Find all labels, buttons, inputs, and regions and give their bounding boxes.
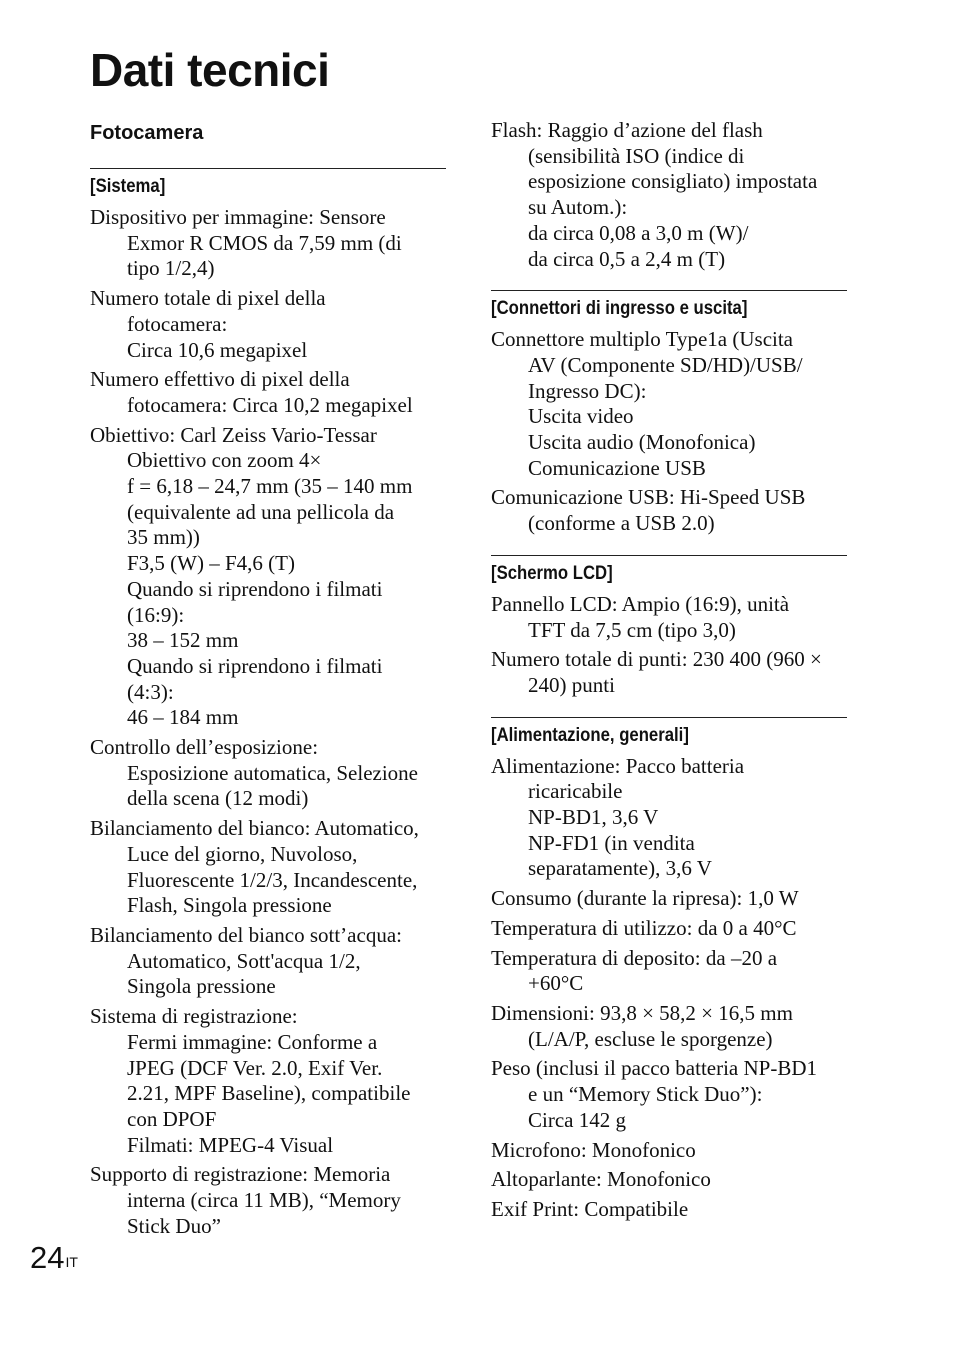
spec-entry bbox=[90, 1162, 446, 1239]
spec-entry-label: Controllo dell’esposizione: bbox=[90, 735, 319, 760]
section-divider bbox=[90, 168, 446, 169]
spec-entry bbox=[90, 1004, 446, 1158]
section-divider bbox=[491, 717, 847, 718]
spec-entry-value: (L/A/P, escluse le sporgenze) bbox=[528, 1026, 773, 1051]
spec-entry-value: NP-BD1, 3,6 V bbox=[528, 805, 659, 830]
spec-entry-label: Numero totale di pixel della bbox=[90, 286, 326, 311]
spec-entry bbox=[90, 423, 446, 731]
spec-entry-label: Peso (inclusi il pacco batteria NP-BD1 bbox=[491, 1056, 818, 1081]
spec-entry-label: Microfono: Monofonico bbox=[491, 1137, 696, 1162]
section-title: [Alimentazione, generali] bbox=[491, 724, 689, 746]
left-column bbox=[90, 118, 446, 1243]
spec-entry-label: Exif Print: Compatibile bbox=[491, 1196, 689, 1221]
spec-entry bbox=[90, 816, 446, 919]
spec-entry bbox=[90, 735, 446, 812]
spec-entry-label: Dispositivo per immagine: Sensore bbox=[90, 205, 386, 229]
spec-section bbox=[491, 118, 847, 272]
spec-entry-value: Comunicazione USB bbox=[528, 455, 706, 480]
spec-entry-label: Consumo (durante la ripresa): 1,0 W bbox=[491, 886, 799, 911]
spec-entry bbox=[491, 946, 847, 997]
spec-entry-value: (4:3): bbox=[127, 679, 174, 704]
spec-entry-value: Stick Duo” bbox=[127, 1213, 221, 1238]
spec-entry-value: Filmati: MPEG-4 Visual bbox=[127, 1132, 334, 1157]
right-column bbox=[491, 118, 847, 1227]
page-title: Dati tecnici bbox=[90, 44, 330, 96]
spec-entry-value: su Autom.): bbox=[528, 195, 628, 220]
spec-entry-label: Altoparlante: Monofonico bbox=[491, 1167, 711, 1192]
spec-entry-value: JPEG (DCF Ver. 2.0, Exif Ver. bbox=[127, 1055, 383, 1080]
spec-entry bbox=[491, 1138, 847, 1164]
spec-entry-label: Numero totale di punti: 230 400 (960 × bbox=[491, 647, 822, 672]
spec-entry-value: fotocamera: Circa 10,2 megapixel bbox=[127, 392, 413, 417]
spec-entry-value: fotocamera: bbox=[127, 311, 228, 336]
spec-entry bbox=[491, 485, 847, 536]
section-divider bbox=[491, 290, 847, 291]
section-divider bbox=[491, 555, 847, 556]
spec-entry-value: da circa 0,5 a 2,4 m (T) bbox=[528, 246, 726, 271]
spec-entry-value: f = 6,18 – 24,7 mm (35 – 140 mm bbox=[127, 474, 413, 499]
spec-entry-label: Alimentazione: Pacco batteria bbox=[491, 753, 745, 778]
section-title: [Sistema] bbox=[90, 176, 166, 197]
spec-entry-value: (conforme a USB 2.0) bbox=[528, 511, 715, 536]
page-number bbox=[30, 1238, 78, 1278]
spec-entry-value: Circa 10,6 megapixel bbox=[127, 337, 308, 362]
spec-entry-label: Dimensioni: 93,8 × 58,2 × 16,5 mm bbox=[491, 1000, 793, 1025]
spec-entry-label: Connettore multiplo Type1a (Uscita bbox=[491, 327, 793, 352]
spec-entry-label: Pannello LCD: Ampio (16:9), unità bbox=[491, 591, 790, 616]
spec-entry-value: ricaricabile bbox=[528, 779, 623, 804]
left-sections bbox=[90, 168, 446, 1239]
spec-entry bbox=[491, 1167, 847, 1193]
spec-entry-value: 35 mm)) bbox=[127, 525, 200, 550]
spec-entry-value: (16:9): bbox=[127, 602, 185, 627]
spec-entry-value: e un “Memory Stick Duo”): bbox=[528, 1082, 763, 1107]
spec-entry-value: Ingresso DC): bbox=[528, 378, 647, 403]
spec-section bbox=[491, 717, 847, 1223]
spec-entry-value: Uscita video bbox=[528, 404, 634, 429]
spec-entry-value: NP-FD1 (in vendita bbox=[528, 830, 695, 855]
spec-entry-value: Luce del giorno, Nuvoloso, bbox=[127, 841, 358, 866]
spec-section bbox=[491, 555, 847, 699]
spec-entry-value: Esposizione automatica, Selezione bbox=[127, 760, 418, 785]
spec-entry bbox=[90, 367, 446, 418]
spec-entry bbox=[491, 1197, 847, 1223]
spec-entry-value: F3,5 (W) – F4,6 (T) bbox=[127, 551, 295, 576]
spec-entry bbox=[90, 286, 446, 363]
spec-entry-value: esposizione consigliato) impostata bbox=[528, 169, 818, 194]
spec-entry-label: Supporto di registrazione: Memoria bbox=[90, 1162, 391, 1187]
spec-entry-value: Exmor R CMOS da 7,59 mm (di bbox=[127, 230, 402, 255]
spec-entry-value: Singola pressione bbox=[127, 974, 276, 999]
spec-entry-value: 38 – 152 mm bbox=[127, 628, 239, 653]
section-title: [Connettori di ingresso e uscita] bbox=[491, 298, 748, 320]
spec-entry-value: (sensibilità ISO (indice di bbox=[528, 143, 745, 168]
spec-entry bbox=[491, 118, 847, 272]
spec-entry-value: (equivalente ad una pellicola da bbox=[127, 499, 395, 524]
spec-entry bbox=[491, 886, 847, 912]
spec-entry-label: Temperatura di utilizzo: da 0 a 40°C bbox=[491, 915, 797, 940]
spec-entry-value: Circa 142 g bbox=[528, 1107, 626, 1132]
spec-entry bbox=[491, 647, 847, 698]
page-language: IT bbox=[65, 1254, 78, 1270]
subheading: Fotocamera bbox=[90, 122, 204, 144]
spec-entry-value: Quando si riprendono i filmati bbox=[127, 576, 383, 601]
spec-entry bbox=[491, 754, 847, 883]
spec-entry-value: Quando si riprendono i filmati bbox=[127, 653, 383, 678]
spec-entry bbox=[491, 1001, 847, 1052]
spec-entry-value: Flash, Singola pressione bbox=[127, 893, 332, 918]
spec-entry-value: da circa 0,08 a 3,0 m (W)/ bbox=[528, 220, 749, 245]
spec-entry-value: tipo 1/2,4) bbox=[127, 256, 215, 281]
spec-entry-value: 240) punti bbox=[528, 672, 615, 697]
spec-entry-value: TFT da 7,5 cm (tipo 3,0) bbox=[528, 617, 736, 642]
spec-entry-value: della scena (12 modi) bbox=[127, 786, 309, 811]
spec-entry-value: separatamente), 3,6 V bbox=[528, 856, 712, 881]
spec-entry-label: Bilanciamento del bianco sott’acqua: bbox=[90, 922, 402, 947]
spec-entry bbox=[491, 327, 847, 481]
spec-entry-value: Automatico, Sott'acqua 1/2, bbox=[127, 948, 361, 973]
spec-entry-value: con DPOF bbox=[127, 1106, 217, 1131]
spec-entry-label: Comunicazione USB: Hi-Speed USB bbox=[491, 485, 806, 510]
spec-entry-value: AV (Componente SD/HD)/USB/ bbox=[528, 352, 803, 377]
spec-entry-value: 46 – 184 mm bbox=[127, 705, 239, 730]
spec-entry-label: Flash: Raggio d’azione del flash bbox=[491, 118, 763, 142]
spec-entry-value: Fluorescente 1/2/3, Incandescente, bbox=[127, 867, 418, 892]
spec-entry-label: Temperatura di deposito: da –20 a bbox=[491, 945, 778, 970]
spec-entry-value: +60°C bbox=[528, 971, 584, 996]
section-title: [Schermo LCD] bbox=[491, 562, 613, 584]
right-sections bbox=[491, 118, 847, 1223]
spec-section bbox=[491, 290, 847, 537]
spec-entry-label: Sistema di registrazione: bbox=[90, 1004, 298, 1029]
spec-entry-label: Obiettivo: Carl Zeiss Vario-Tessar bbox=[90, 422, 377, 447]
spec-entry-value: 2.21, MPF Baseline), compatibile bbox=[127, 1081, 411, 1106]
spec-entry bbox=[491, 592, 847, 643]
spec-entry-label: Numero effettivo di pixel della bbox=[90, 367, 350, 392]
spec-entry-value: Obiettivo con zoom 4× bbox=[127, 448, 322, 473]
page-number-value: 24 bbox=[30, 1240, 65, 1275]
spec-entry-value: Fermi immagine: Conforme a bbox=[127, 1029, 378, 1054]
spec-entry-value: interna (circa 11 MB), “Memory bbox=[127, 1188, 401, 1213]
spec-section bbox=[90, 168, 446, 1239]
spec-entry bbox=[491, 916, 847, 942]
spec-entry bbox=[90, 923, 446, 1000]
spec-entry-value: Uscita audio (Monofonica) bbox=[528, 430, 756, 455]
spec-entry-label: Bilanciamento del bianco: Automatico, bbox=[90, 816, 419, 841]
spec-entry bbox=[90, 205, 446, 282]
spec-entry bbox=[491, 1056, 847, 1133]
